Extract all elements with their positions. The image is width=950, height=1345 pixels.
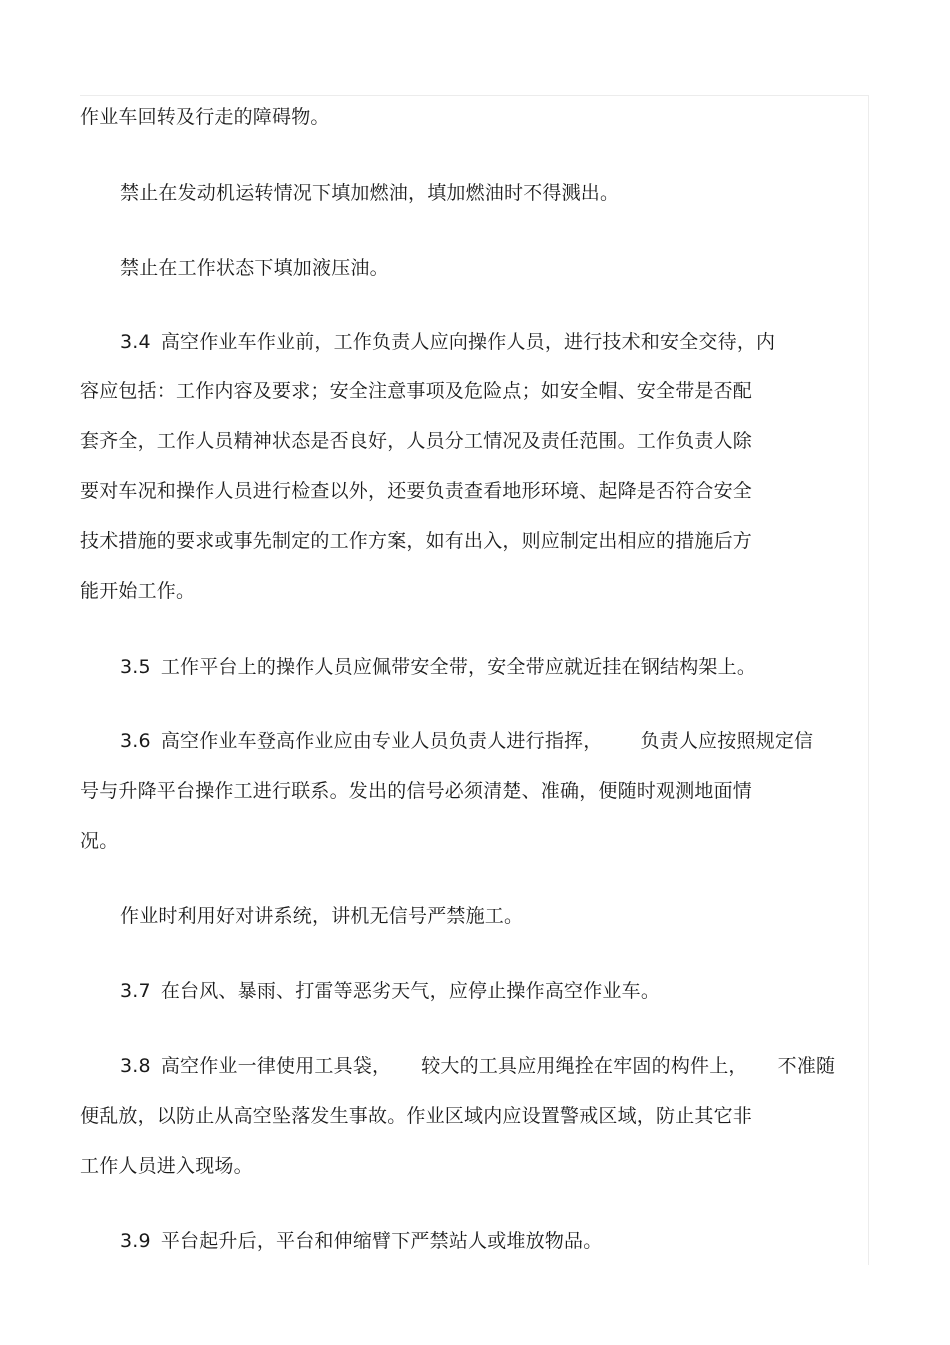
line-text: 能开始工作。 — [80, 580, 196, 602]
clause-3-6 — [120, 728, 813, 754]
clause-number: 3.8 — [120, 1055, 151, 1077]
clause-3-9 — [120, 1228, 602, 1254]
clause-number: 3.7 — [120, 980, 151, 1002]
clause-number: 3.5 — [120, 656, 151, 678]
line-text: 负责人应按照规定信 — [640, 730, 814, 752]
line-text: 作业时利用好对讲系统，讲机无信号严禁施工。 — [120, 905, 524, 927]
line-text: 高空作业车登高作业应由专业人员负责人进行指挥， — [160, 730, 603, 752]
clause-3-5 — [120, 654, 756, 680]
text-line — [80, 828, 118, 854]
text-line — [80, 528, 752, 554]
text-line — [120, 903, 523, 929]
line-text: 作业车回转及行走的障碍物。 — [80, 106, 330, 128]
text-line — [80, 478, 752, 504]
line-text: 技术措施的要求或事先制定的工作方案，如有出入，则应制定出相应的措施后方 — [80, 530, 753, 552]
line-text: 禁止在发动机运转情况下填加燃油，填加燃油时不得溅出。 — [120, 182, 620, 204]
line-text: 工作人员进入现场。 — [80, 1155, 253, 1177]
line-text: 况。 — [80, 830, 119, 852]
text-line — [80, 104, 330, 130]
clause-3-7 — [120, 978, 660, 1004]
page-border-right — [868, 95, 869, 1265]
line-text: 要对车况和操作人员进行检查以外，还要负责查看地形环境、起降是否符合安全 — [80, 480, 753, 502]
line-text: 号与升降平台操作工进行联系。发出的信号必须清楚、准确，便随时观测地面情 — [80, 780, 753, 802]
clause-number: 3.6 — [120, 730, 151, 752]
text-line — [80, 778, 752, 804]
clause-3-8 — [120, 1053, 835, 1079]
line-text: 在台风、暴雨、打雷等恶劣天气，应停止操作高空作业车。 — [160, 980, 661, 1002]
line-text: 高空作业一律使用工具袋， — [160, 1055, 392, 1077]
line-text: 套齐全，工作人员精神状态是否良好，人员分工情况及责任范围。工作负责人除 — [80, 430, 753, 452]
text-line — [80, 1153, 253, 1179]
line-text: 不准随 — [777, 1055, 836, 1077]
line-text: 高空作业车作业前，工作负责人应向操作人员，进行技术和安全交待，内 — [160, 331, 776, 353]
text-line — [80, 428, 752, 454]
line-text: 平台起升后，平台和伸缩臂下严禁站人或堆放物品。 — [160, 1230, 603, 1252]
line-text: 禁止在工作状态下填加液压油。 — [120, 257, 389, 279]
page-border-top — [80, 95, 869, 96]
text-line — [80, 578, 195, 604]
line-text: 容应包括：工作内容及要求；安全注意事项及危险点；如安全帽、安全带是否配 — [80, 380, 753, 402]
clause-number: 3.9 — [120, 1230, 151, 1252]
clause-3-4 — [120, 329, 775, 355]
clause-number: 3.4 — [120, 331, 151, 353]
text-line — [80, 378, 752, 404]
line-text: 工作平台上的操作人员应佩带安全带，安全带应就近挂在钢结构架上。 — [160, 656, 757, 678]
text-line — [120, 180, 619, 206]
text-line — [80, 1103, 752, 1129]
text-line — [120, 255, 389, 281]
line-text: 便乱放，以防止从高空坠落发生事故。作业区域内应设置警戒区域，防止其它非 — [80, 1105, 753, 1127]
line-text: 较大的工具应用绳拴在牢固的构件上， — [421, 1055, 748, 1077]
